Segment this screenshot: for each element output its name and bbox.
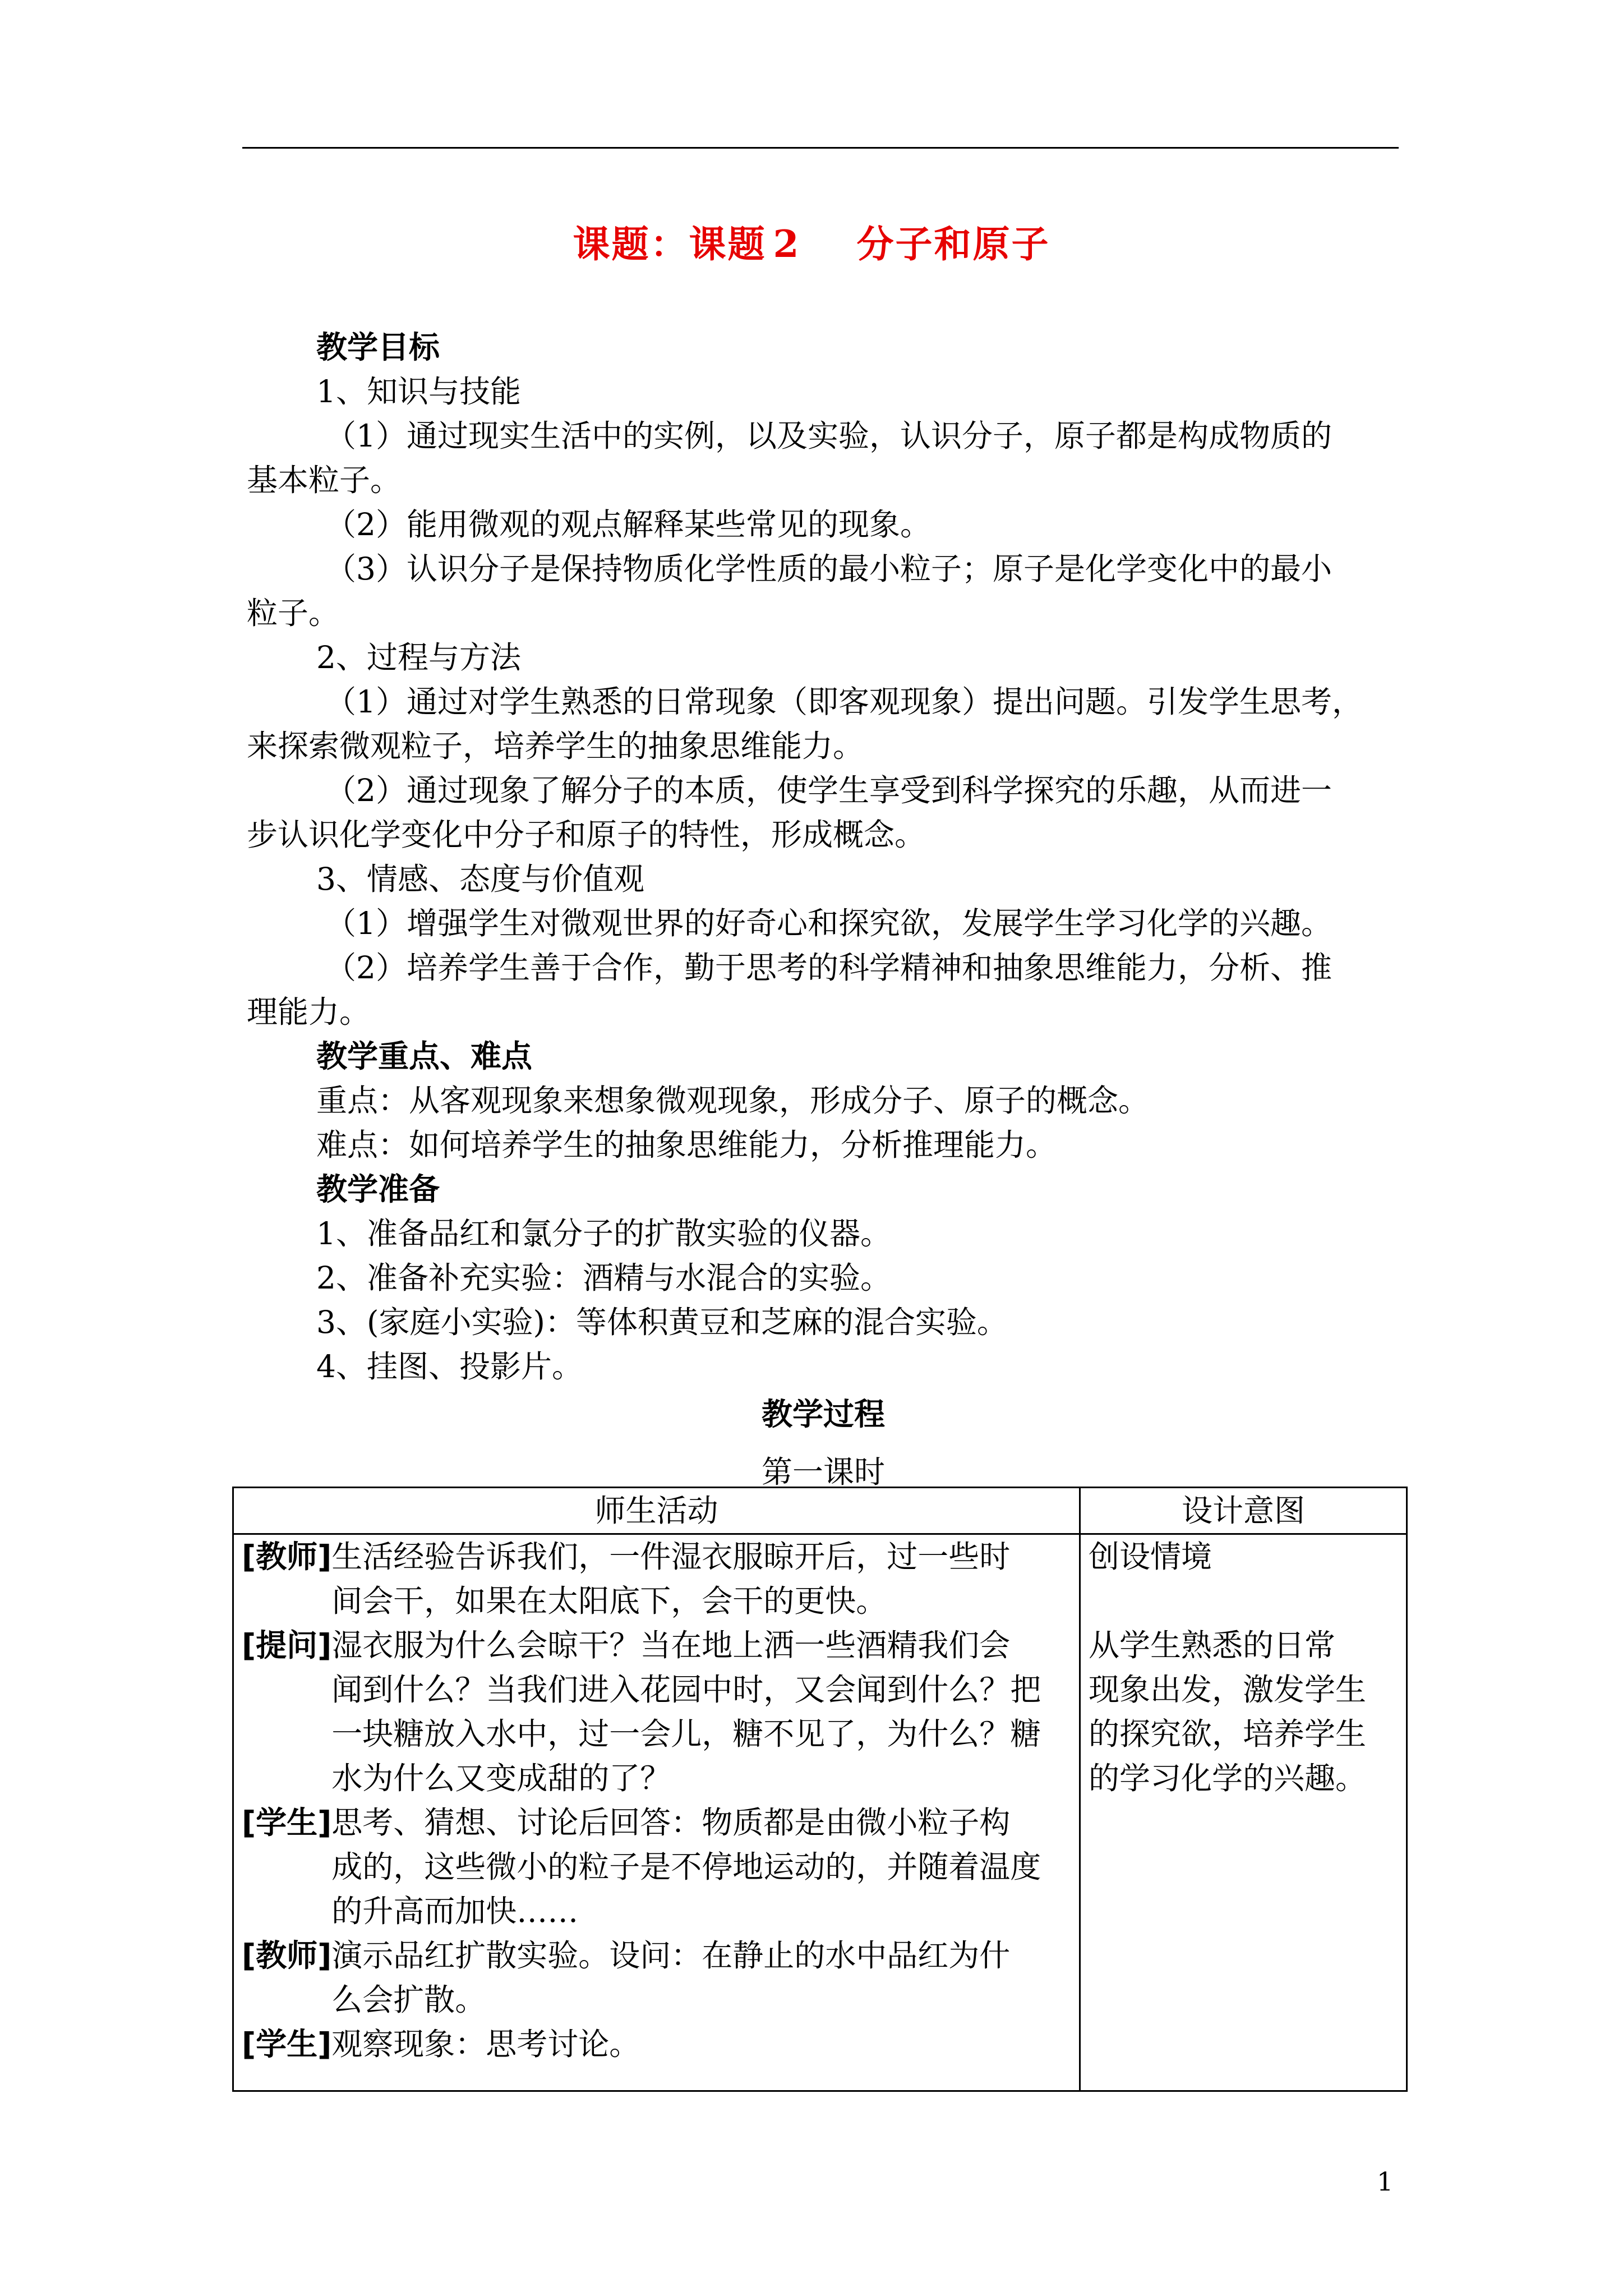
dialogue-line: 的升高而加快…… [331,1893,579,1929]
dialogue-line: 观察现象：思考讨论。 [331,2026,640,2062]
objective-line: （3）认识分子是保持物质化学性质的最小粒子；原子是化学变化中的最小 [325,551,1332,587]
objective-line: 理能力。 [247,994,371,1030]
process-heading: 教学过程 [761,1396,885,1432]
intent-column-header: 设计意图 [1080,1488,1407,1534]
preparation-item: 2、准备补充实验：酒精与水混合的实验。 [316,1260,891,1296]
header-rule [242,147,1399,149]
objective-line: （1）通过现实生活中的实例，以及实验，认识分子，原子都是构成物质的 [325,418,1332,454]
dialogue-entry [242,1623,1071,1801]
key-point-difficulty: 难点：如何培养学生的抽象思维能力，分析推理能力。 [316,1127,1057,1163]
objective-line: 基本粒子。 [247,462,402,498]
dialogue-line: 演示品红扩散实验。设问：在静止的水中品红为什 [331,1938,1011,1973]
title-topic: 分子和原子 [856,222,1050,266]
intent-title: 创设情境 [1089,1539,1212,1575]
objective-line: （2）通过现象了解分子的本质，使学生享受到科学探究的乐趣，从而进一 [325,772,1332,808]
dialogue-line: 么会扩散。 [331,1982,486,2018]
dialogue-line: 思考、猜想、讨论后回答：物质都是由微小粒子构 [331,1805,1011,1841]
speaker-tag: [提问] [242,1627,332,1663]
objective-line: 3、情感、态度与价值观 [316,861,644,897]
dialogue-line: 一块糖放入水中，过一会儿，糖不见了，为什么？糖 [331,1716,1041,1752]
objective-line: 来探索微观粒子，培养学生的抽象思维能力。 [247,728,864,764]
speaker-tag: [教师] [242,1938,332,1973]
speaker-tag: [学生] [242,1805,332,1841]
page-number: 1 [1377,2166,1394,2197]
objective-line: 粒子。 [247,595,340,631]
dialogue-line: 生活经验告诉我们，一件湿衣服晾开后，过一些时 [331,1539,1011,1575]
dialogue-line: 湿衣服为什么会晾干？当在地上洒一些酒精我们会 [331,1627,1011,1663]
key-points-heading: 教学重点、难点 [316,1038,533,1074]
objective-line: （1）增强学生对微观世界的好奇心和探究欲，发展学生学习化学的兴趣。 [325,905,1332,941]
key-point-focus: 重点：从客观现象来想象微观现象，形成分子、原子的概念。 [316,1083,1150,1119]
speaker-tag: [教师] [242,1539,332,1575]
page-title [0,214,1623,268]
dialogue-entry [242,2022,1071,2067]
objective-line: 1、知识与技能 [316,374,521,409]
title-number: 2 [773,222,801,266]
document-body [247,325,1400,1494]
preparation-item: 4、挂图、投影片。 [316,1349,583,1384]
teaching-process-table [232,1487,1408,2092]
table-header-row [233,1488,1407,1534]
lesson-label: 第一课时 [761,1454,885,1490]
objectives-heading: 教学目标 [316,329,440,365]
table-row [233,1534,1407,2091]
dialogue-line: 成的，这些微小的粒子是不停地运动的，并随着温度 [331,1849,1041,1885]
dialogue-entry [242,1535,1071,1623]
objective-line: （1）通过对学生熟悉的日常现象（即客观现象）提出问题。引发学生思考， [325,684,1363,720]
dialogue-line: 闻到什么？当我们进入花园中时，又会闻到什么？把 [331,1672,1041,1708]
intent-line: 现象出发，激发学生 [1089,1672,1367,1708]
intent-line: 的学习化学的兴趣。 [1089,1760,1367,1796]
activity-cell [233,1534,1080,2091]
objective-line: （2）能用微观的观点解释某些常见的现象。 [325,507,931,542]
objective-line: 步认识化学变化中分子和原子的特性，形成概念。 [247,817,926,853]
objective-line: 2、过程与方法 [316,639,521,675]
activity-column-header: 师生活动 [233,1488,1080,1534]
preparation-heading: 教学准备 [316,1171,440,1207]
dialogue-line: 间会干，如果在太阳底下，会干的更快。 [331,1583,887,1619]
intent-line: 的探究欲，培养学生 [1089,1716,1367,1752]
intent-cell [1080,1534,1407,2091]
preparation-item: 3、(家庭小实验)：等体积黄豆和芝麻的混合实验。 [316,1304,1008,1340]
speaker-tag: [学生] [242,2026,332,2062]
dialogue-entry [242,1934,1071,2022]
intent-line: 从学生熟悉的日常 [1089,1627,1336,1663]
dialogue-line: 水为什么又变成甜的了？ [331,1760,671,1796]
objective-line: （2）培养学生善于合作，勤于思考的科学精神和抽象思维能力，分析、推 [325,950,1332,986]
dialogue-entry [242,1801,1071,1934]
title-prefix: 课题：课题 [573,222,767,266]
preparation-item: 1、准备品红和氯分子的扩散实验的仪器。 [316,1216,891,1251]
